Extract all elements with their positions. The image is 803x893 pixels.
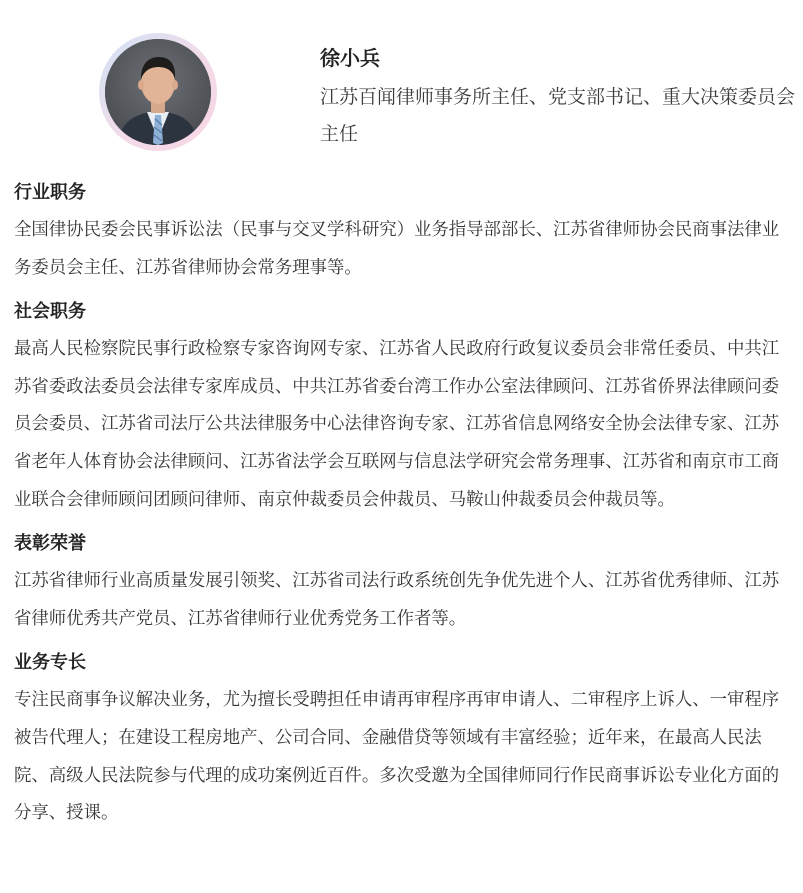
avatar	[105, 39, 211, 145]
section-body: 全国律协民委会民事诉讼法（民事与交叉学科研究）业务指导部部长、江苏省律师协会民商事法律业务委员会主任、江苏省律师协会常务理事等。	[14, 220, 780, 278]
section-honors	[14, 529, 792, 638]
portrait-photo	[105, 39, 211, 145]
section-body: 江苏省律师行业高质量发展引领奖、江苏省司法行政系统创先争优先进个人、江苏省优秀律师、江苏省律师优秀共产党员、江苏省律师行业优秀党务工作者等。	[14, 571, 780, 629]
section-heading: 行业职务	[14, 182, 86, 203]
profile-sections	[14, 178, 792, 843]
person-title: 江苏百闻律师事务所主任、党支部书记、重大决策委员会主任	[320, 86, 796, 145]
section-heading: 表彰荣誉	[14, 533, 86, 555]
section-body: 最高人民检察院民事行政检察专家咨询网专家、江苏省人民政府行政复议委员会非常任委员、中共江苏省委政法委员会法律专家库成员、中共江苏省委台湾工作办公室法律顾问、江苏省侨界法律顾问委员会委员、江苏省司法厅公共法律服务中心法律咨询专家、江苏省信息网络安全协会法律专家、江苏省老年人体育协会法律顾问、江苏省法学会互联网与信息法学研究会常务理事、江苏省和南京市工商业联合会律师顾问团顾问律师、南京仲裁委员会仲裁员、马鞍山仲裁委员会仲裁员等。	[14, 339, 780, 510]
section-social-positions	[14, 297, 792, 519]
section-industry-positions	[14, 178, 792, 287]
section-expertise	[14, 648, 792, 832]
profile-header	[0, 0, 803, 170]
section-body: 专注民商事争议解决业务，尤为擅长受聘担任申请再审程序再审申请人、二审程序上诉人、一审程序被告代理人；在建设工程房地产、公司合同、金融借贷等领域有丰富经验；近年来，在最高人民法院、高级人民法院参与代理的成功案例近百件。多次受邀为全国律师同行作民商事诉讼专业化方面的分享、授课。	[14, 690, 780, 824]
avatar-ring	[99, 33, 217, 151]
person-name: 徐小兵	[320, 46, 380, 70]
section-heading: 业务专长	[14, 652, 86, 674]
section-heading: 社会职务	[14, 301, 86, 323]
